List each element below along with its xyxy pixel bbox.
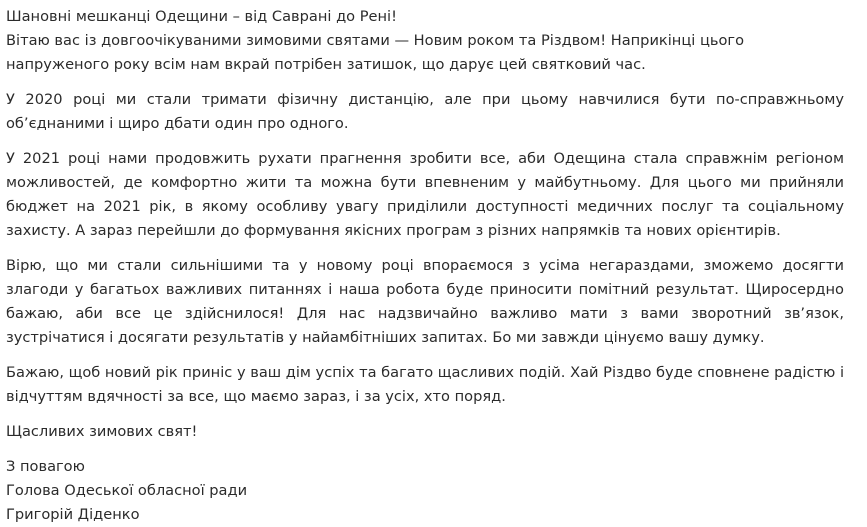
signature-closing: З повагою <box>6 458 85 475</box>
paragraph-belief: Вірю, що ми стали сильнішими та у новому році впораємося з усіма негараздами, зможемо досягти злагоди у багатьох важливих питаннях і наша робота буде приносити помітний результат. Щиросердно бажаю, аби все це здійснилося! Для нас надзвичайно важливо мати з вами зворотний зв’язок, зустрічатися і досягати результатів у найамбітніших запитах. Бо ми завжди цінуємо вашу думку. <box>6 257 844 346</box>
signature-title: Голова Одеської обласної ради <box>6 482 248 499</box>
paragraph-2020: У 2020 році ми стали тримати фізичну дистанцію, але при цьому навчилися бути по-справжньому об’єднаними і щиро дбати один про одного. <box>6 91 844 132</box>
signature-name: Григорій Діденко <box>6 506 140 523</box>
holiday-wish: Щасливих зимових свят! <box>6 423 198 440</box>
signature-block <box>6 455 844 527</box>
intro-paragraph: Вітаю вас із довгоочікуваними зимовими святами — Новим роком та Різдвом! Наприкінці цього напруженого року всім нам вкрай потрібен затишок, що дарує цей святковий час. <box>6 32 745 73</box>
greeting-line: Шановні мешканці Одещини – від Саврані до Рені! <box>6 8 397 25</box>
greeting-and-intro <box>6 5 844 77</box>
paragraph-wishes: Бажаю, щоб новий рік приніс у ваш дім успіх та багато щасливих подій. Хай Різдво буде сповнене радістю і відчуттям вдячності за все, що маємо зараз, і за усіх, хто поряд. <box>6 364 844 405</box>
paragraph-2021: У 2021 році нами продовжить рухати прагнення зробити все, аби Одещина стала справжнім регіоном можливостей, де комфортно жити та можна бути впевненим у майбутньому. Для цього ми прийняли бюджет на 2021 рік, в якому особливу увагу приділили доступності медичних послуг та соціальному захисту. А зараз перейшли до формування якісних програм з різних напрямків та нових орієнтирів. <box>6 150 844 239</box>
